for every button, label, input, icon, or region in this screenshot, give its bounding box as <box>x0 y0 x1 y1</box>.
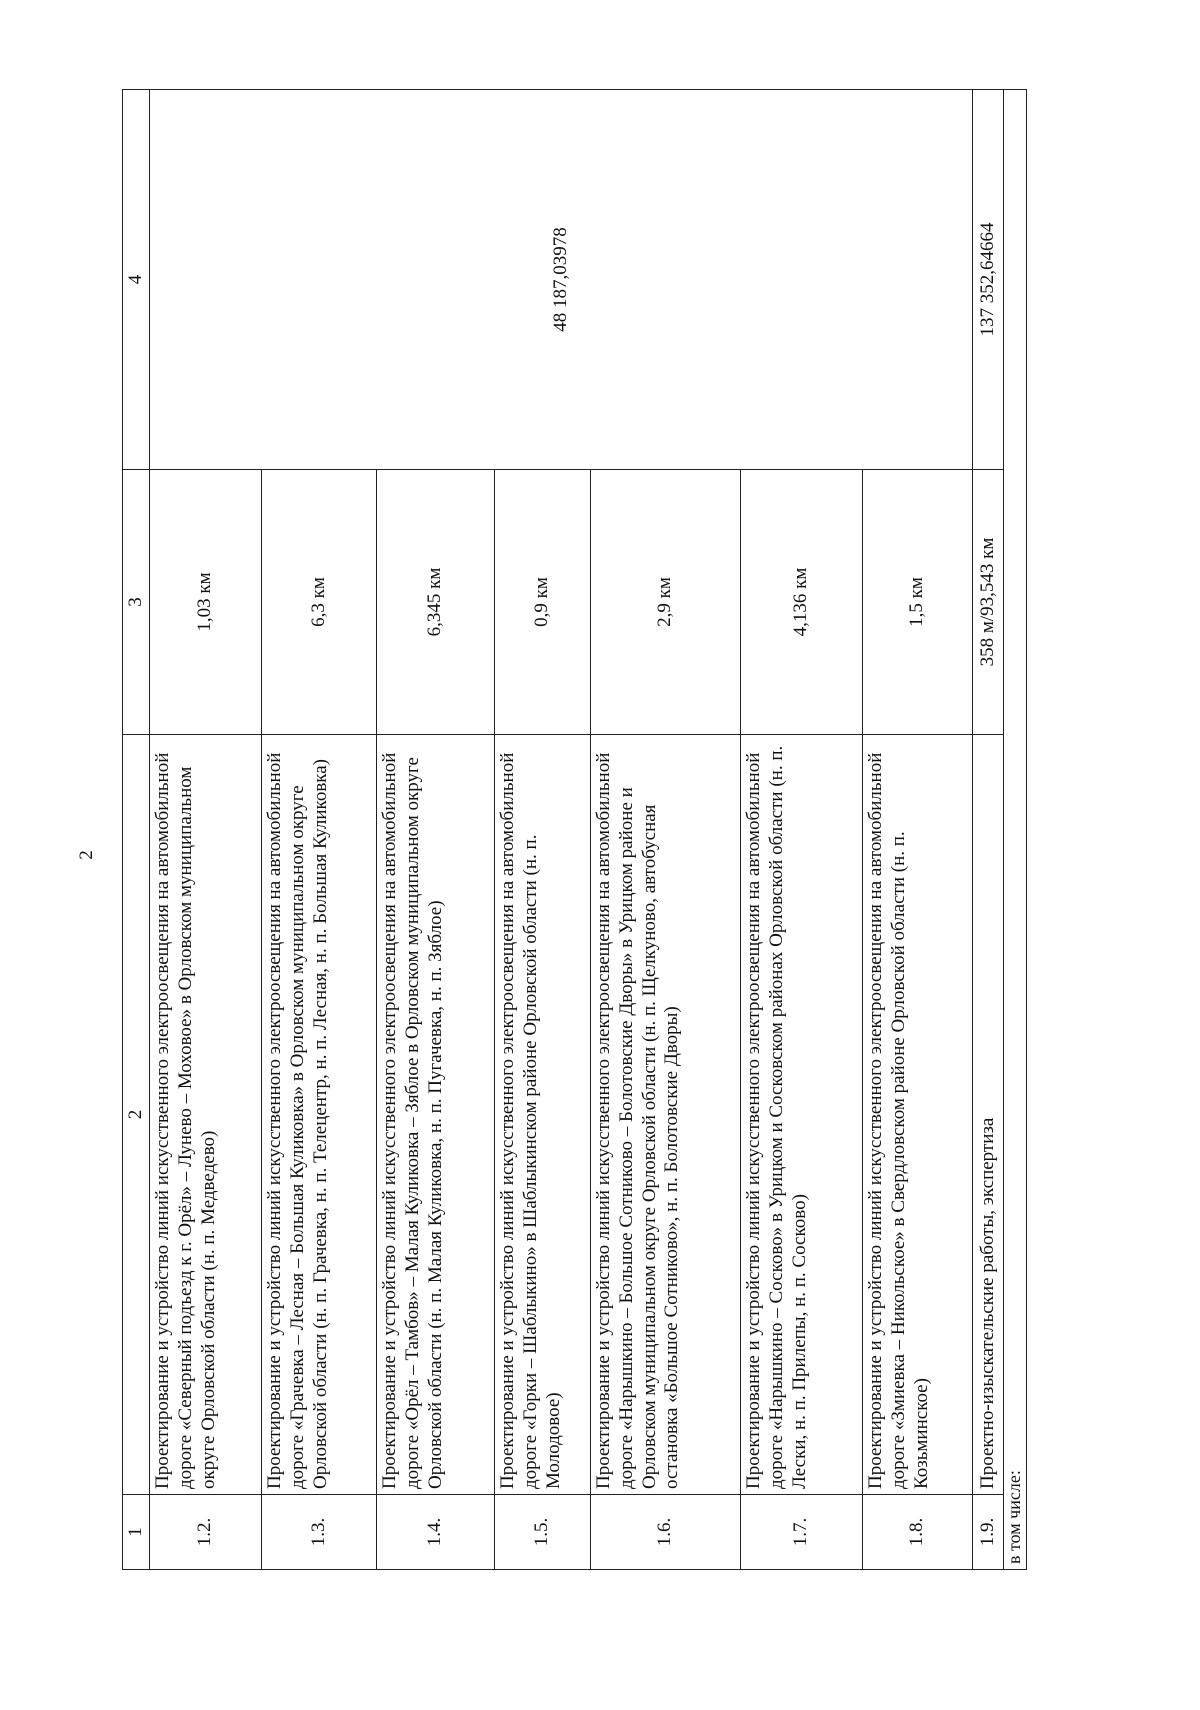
row-length: 1,5 км <box>863 470 973 735</box>
row-number: 1.4. <box>377 1495 495 1570</box>
row-length: 6,3 км <box>262 470 377 735</box>
row-length: 4,136 км <box>741 470 863 735</box>
merged-cost-cell: 48 187,03978 <box>150 90 973 470</box>
rotated-table-sheet <box>122 90 1025 1570</box>
row-length: 1,03 км <box>150 470 262 735</box>
header-col-3: 3 <box>123 470 150 735</box>
row-description: Проектирование и устройство линий искусственного электроосвещения на автомобильной дороге «Горки – Шаблыкино» в Шаблыкинском районе Орловской области (н. п. Молодовое) <box>495 735 591 1495</box>
row-description: Проектирование и устройство линий искусственного электроосвещения на автомобильной дороге «Змиевка – Никольское» в Свердловском районе Орловской области (н. п. Козьминское) <box>863 735 973 1495</box>
row-number: 1.6. <box>591 1495 741 1570</box>
header-col-2: 2 <box>123 735 150 1495</box>
row-length: 0,9 км <box>495 470 591 735</box>
table-row <box>150 90 262 1570</box>
summary-number: 1.9. <box>973 1495 1004 1570</box>
row-number: 1.7. <box>741 1495 863 1570</box>
summary-description: Проектно-изыскательские работы, экспертиза <box>973 735 1004 1495</box>
page-number: 2 <box>76 850 97 860</box>
row-description: Проектирование и устройство линий искусственного электроосвещения на автомобильной дороге «Орёл – Тамбов» – Малая Куликовка – Зяблое в Орловском муниципальном округе Орловской области (н. п. Малая Куликовка, н. п. Пугачевка, н. п. Зяблое) <box>377 735 495 1495</box>
row-description: Проектирование и устройство линий искусственного электроосвещения на автомобильной дороге «Грачевка – Лесная – Большая Куликовка» в Орловском муниципальном округе Орловской области (н. п. Грачевка, н. п. Телецентр, н. п. Лесная, н. п. Большая Куликовка) <box>262 735 377 1495</box>
works-table <box>122 89 1027 1570</box>
row-description: Проектирование и устройство линий искусственного электроосвещения на автомобильной дороге «Нарышкино – Большое Сотниково – Болотовские Дворы» в Урицком районе и Орловском муниципальном округе Орловской области (н. п. Щелкуново, автобусная остановка «Большое Сотниково», н. п. Болотовские Дворы) <box>591 735 741 1495</box>
table-header-row <box>123 90 150 1570</box>
row-number: 1.5. <box>495 1495 591 1570</box>
row-description: Проектирование и устройство линий искусственного электроосвещения на автомобильной дороге «Нарышкино – Сосково» в Урицком и Сосковском районах Орловской области (н. п. Лески, н. п. Прилепы, н. п. Сосково) <box>741 735 863 1495</box>
summary-cost: 137 352,64664 <box>973 90 1004 470</box>
subtotal-row <box>1004 90 1027 1570</box>
row-number: 1.2. <box>150 1495 262 1570</box>
row-description: Проектирование и устройство линий искусственного электроосвещения на автомобильной дороге «Северный подъезд к г. Орёл» – Лунево – Моховое» в Орловском муниципальном округе Орловской области (н. п. Медведево) <box>150 735 262 1495</box>
summary-length: 358 м/93,543 км <box>973 470 1004 735</box>
row-length: 6,345 км <box>377 470 495 735</box>
row-length: 2,9 км <box>591 470 741 735</box>
header-col-4: 4 <box>123 90 150 470</box>
row-number: 1.3. <box>262 1495 377 1570</box>
row-number: 1.8. <box>863 1495 973 1570</box>
subtotal-label: в том числе: <box>1004 90 1027 1570</box>
summary-row <box>973 90 1004 1570</box>
header-col-1: 1 <box>123 1495 150 1570</box>
